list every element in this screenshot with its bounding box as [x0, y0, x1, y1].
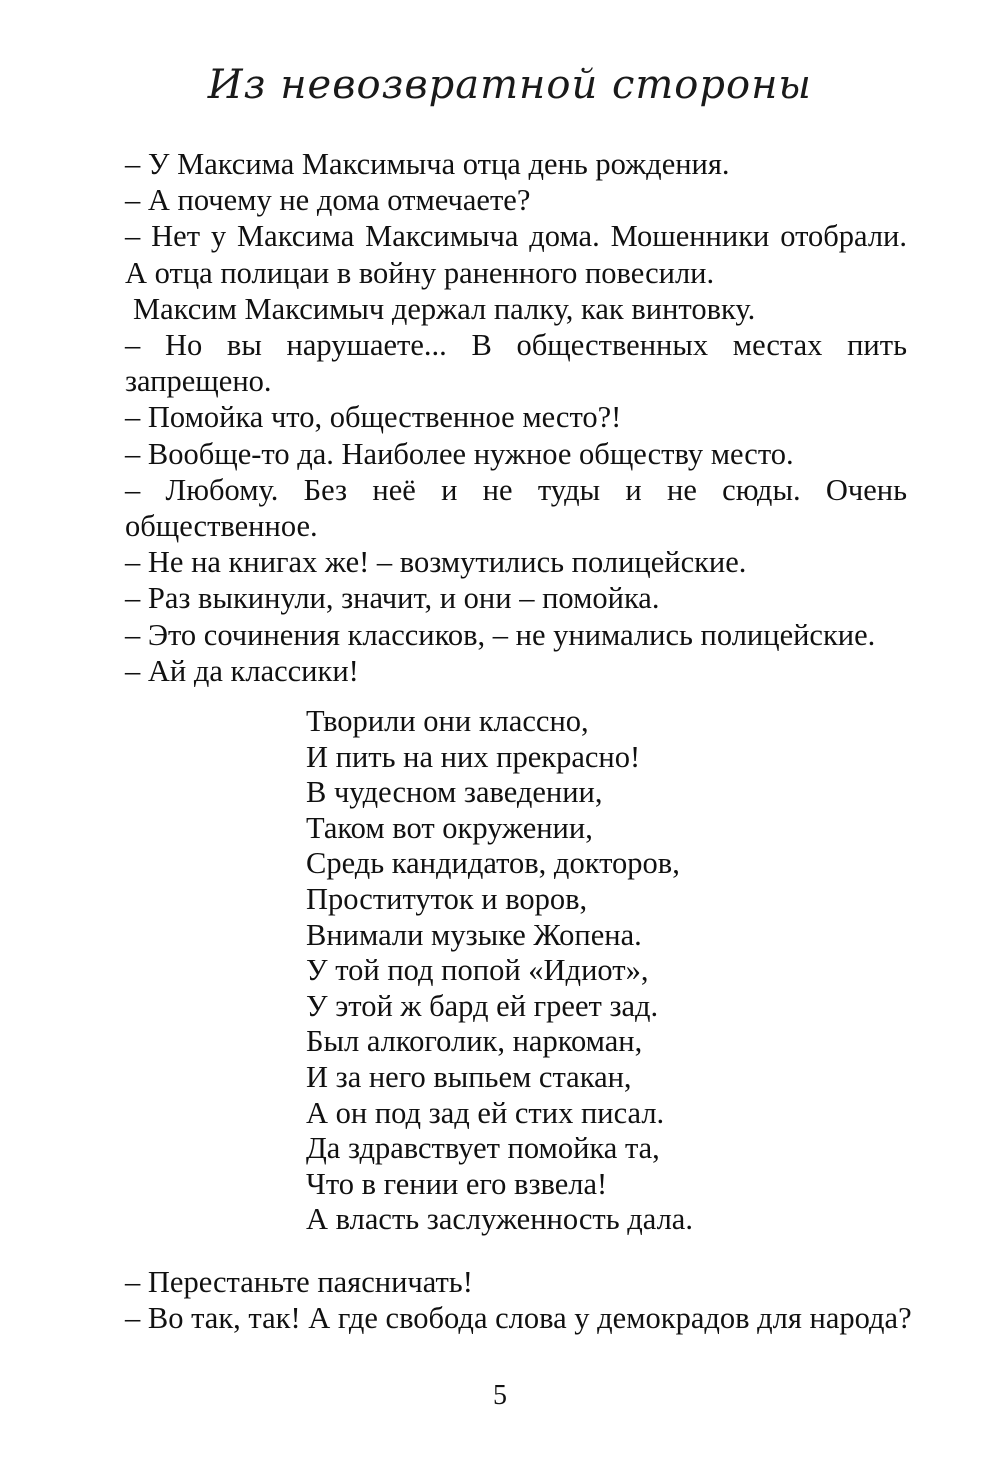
- poem-block: [306, 704, 693, 1238]
- page-number: 5: [493, 1380, 507, 1411]
- running-head: Из невозвратной стороны: [207, 62, 812, 108]
- dialogue-line: – А почему не дома отмечаете?: [125, 183, 531, 218]
- poem-line: Средь кандидатов, докторов,: [306, 846, 680, 881]
- dialogue-line: – Но вы нарушаете... В общественных местах пить запрещено.: [125, 328, 907, 399]
- dialogue-line: – Нет у Максима Максимыча дома. Мошенники отобрали. А отца полицаи в войну раненного повесили.: [125, 219, 907, 290]
- poem-line: И пить на них прекрасно!: [306, 739, 641, 774]
- poem-line: А он под зад ей стих писал.: [306, 1095, 665, 1130]
- poem-line: У этой ж бард ей греет зад.: [306, 988, 659, 1023]
- poem-line: Внимали музыке Жопена.: [306, 917, 642, 952]
- poem-line: Да здравствует помойка та,: [306, 1131, 660, 1166]
- poem-line: Что в гении его взвела!: [306, 1166, 608, 1201]
- dialogue-line: – Помойка что, общественное место?!: [125, 400, 622, 435]
- dialogue-line: – Любому. Без неё и не туды и не сюды. Очень общественное.: [125, 472, 907, 544]
- poem-line: У той под попой «Идиот»,: [306, 953, 649, 988]
- dialogue-line: – У Максима Максимыча отца день рождения.: [125, 147, 730, 181]
- poem-line: Творили они классно,: [306, 704, 589, 738]
- poem-line: И за него выпьем стакан,: [306, 1059, 632, 1094]
- dialogue-line: – Не на книгах же! – возмутились полицейские.: [125, 545, 747, 580]
- poem-line: В чудесном заведении,: [306, 775, 603, 810]
- narration-line: Максим Максимыч держал палку, как винтовку.: [133, 291, 756, 326]
- closing-dialogue: [125, 1264, 912, 1336]
- poem-line: А власть заслуженность дала.: [306, 1202, 693, 1237]
- poem-line: Был алкоголик, наркоман,: [306, 1024, 643, 1059]
- dialogue-line: – Это сочинения классиков, – не унимались полицейские.: [125, 617, 876, 652]
- poem-line: Таком вот окружении,: [306, 810, 593, 845]
- dialogue-line: – Ай да классики!: [125, 653, 359, 688]
- dialogue-block: [125, 146, 907, 689]
- poem-line: Проституток и воров,: [306, 881, 588, 916]
- dialogue-line: – Вообще-то да. Наиболее нужное обществу место.: [125, 436, 794, 471]
- dialogue-line: – Перестаньте паясничать!: [125, 1265, 473, 1299]
- dialogue-line: – Раз выкинули, значит, и они – помойка.: [125, 581, 660, 616]
- dialogue-line: – Во так, так! А где свобода слова у демокрадов для народа?: [125, 1301, 912, 1335]
